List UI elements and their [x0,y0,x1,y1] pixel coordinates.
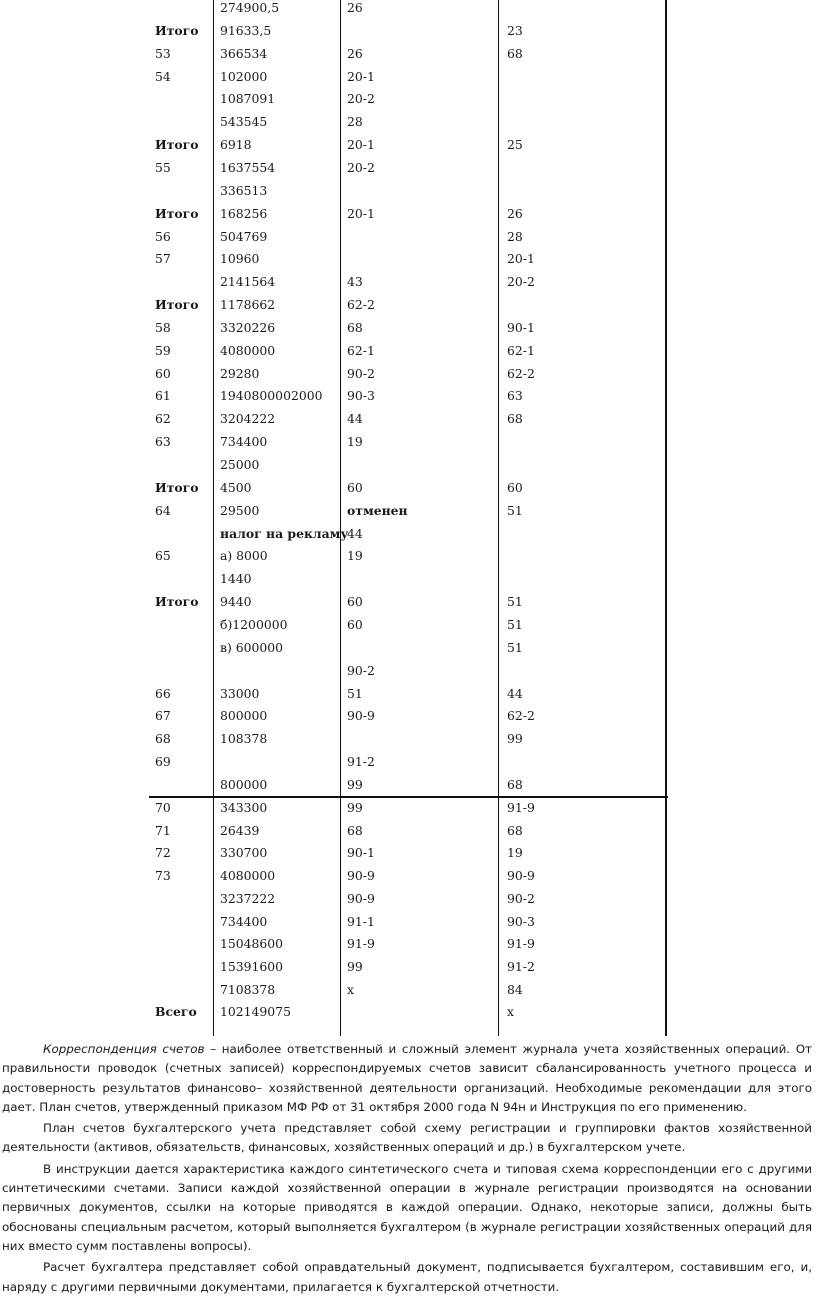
ledger-cell-c2: 504769 [220,229,268,244]
ledger-cell-c4: 19 [507,845,523,860]
ledger-cell-c4: 62-2 [507,708,535,723]
ledger-cell-c1: Всего [155,1004,197,1019]
column-divider [340,0,341,1036]
ledger-cell-c2: 29280 [220,366,260,381]
ledger-cell-c3: 60 [347,594,363,609]
ledger-cell-c2: 4080000 [220,868,276,883]
ledger-cell-c3: 91-1 [347,914,375,929]
ledger-cell-c4: 90-2 [507,891,535,906]
ledger-cell-c3: 99 [347,777,363,792]
ledger-cell-c1: 53 [155,46,171,61]
ledger-cell-c2: 1087091 [220,91,276,106]
ledger-cell-c2: 330700 [220,845,268,860]
ledger-cell-c1: 61 [155,388,171,403]
ledger-cell-c3: 20-1 [347,137,375,152]
ledger-cell-c3: 62-2 [347,297,375,312]
ledger-cell-c4: 68 [507,777,523,792]
ledger-cell-c3: 90-3 [347,388,375,403]
ledger-cell-c4: 62-2 [507,366,535,381]
ledger-cell-c2: 25000 [220,457,260,472]
column-divider [213,0,214,1036]
ledger-cell-c2: 10960 [220,251,260,266]
ledger-cell-c1: 72 [155,845,171,860]
ledger-cell-c2: а) 8000 [220,548,268,563]
ledger-cell-c1: Итого [155,594,199,609]
ledger-cell-c1: Итого [155,297,199,312]
ledger-cell-c2: 102000 [220,69,268,84]
ledger-cell-c2: 1637554 [220,160,276,175]
ledger-cell-c4: 20-2 [507,274,535,289]
ledger-cell-c4: 91-2 [507,959,535,974]
ledger-cell-c1: 62 [155,411,171,426]
ledger-cell-c4: 84 [507,982,523,997]
ledger-cell-c1: 67 [155,708,171,723]
ledger-cell-c3: 20-1 [347,69,375,84]
ledger-cell-c2: 4080000 [220,343,276,358]
ledger-cell-c2: 543545 [220,114,268,129]
ledger-cell-c4: 90-9 [507,868,535,883]
ledger-cell-c3: 19 [347,434,363,449]
ledger-cell-c1: 59 [155,343,171,358]
ledger-cell-c3: 19 [347,548,363,563]
ledger-cell-c2: 168256 [220,206,268,221]
ledger-cell-c1: 66 [155,686,171,701]
ledger-cell-c1: 71 [155,823,171,838]
ledger-cell-c2: 108378 [220,731,268,746]
ledger-cell-c4: 51 [507,594,523,609]
paragraph-chart-of-accounts: План счетов бухгалтерского учета представляет собой схему регистрации и группировки фактов хозяйственной деятельности (активов, обязательств, финансовых, хозяйственных операций и др.) в бухгалтерском учете. [2,1121,812,1155]
ledger-cell-c4: 26 [507,206,523,221]
ledger-cell-c2: 2141564 [220,274,276,289]
column-divider [498,0,499,1036]
ledger-cell-c2: 29500 [220,503,260,518]
table-right-border [665,0,667,1036]
ledger-cell-c1: 63 [155,434,171,449]
ledger-cell-c3: 26 [347,0,363,15]
paragraph-text: – наиболее ответственный и сложный элемент журнала учета хозяйственных операций. От правильности проводок (счетных записей) корреспондируемых счетов зависит сбалансированность учетного процесса и достоверность результатов финансово– хозяйственной деятельности организаций. Необходимые рекомендации для этого дает. План счетов, утвержденный приказом МФ РФ от 31 октября 2000 года N 94н и Инструкция по его применению. [2,1042,812,1114]
ledger-cell-c4: 68 [507,823,523,838]
term-emphasis: Корреспонденция счетов [43,1042,205,1056]
ledger-cell-c2: 1940800002000 [220,388,323,403]
ledger-cell-c1: 64 [155,503,171,518]
ledger-cell-c3: 90-9 [347,868,375,883]
ledger-cell-c2: 7108378 [220,982,276,997]
ledger-cell-c1: 57 [155,251,171,266]
ledger-cell-c2: б)1200000 [220,617,288,632]
ledger-cell-c1: Итого [155,206,199,221]
ledger-cell-c3: 91-9 [347,936,375,951]
ledger-cell-c1: Итого [155,137,199,152]
ledger-cell-c3: 90-9 [347,891,375,906]
ledger-cell-c3: 60 [347,617,363,632]
ledger-cell-c3: 44 [347,411,363,426]
ledger-cell-c2: налог на рекламу [220,526,349,541]
ledger-cell-c2: 800000 [220,777,268,792]
ledger-cell-c4: 51 [507,617,523,632]
ledger-cell-c2: 274900,5 [220,0,280,15]
ledger-cell-c2: 15048600 [220,936,284,951]
ledger-cell-c2: 3237222 [220,891,276,906]
ledger-cell-c3: 91-2 [347,754,375,769]
ledger-cell-c3: отменен [347,503,408,518]
ledger-cell-c3: 68 [347,823,363,838]
ledger-cell-c3: 90-9 [347,708,375,723]
ledger-cell-c4: 28 [507,229,523,244]
ledger-cell-c4: 51 [507,640,523,655]
ledger-cell-c3: 62-1 [347,343,375,358]
ledger-cell-c3: 90-2 [347,366,375,381]
ledger-cell-c2: 102149075 [220,1004,291,1019]
ledger-cell-c3: 51 [347,686,363,701]
ledger-cell-c2: 734400 [220,914,268,929]
ledger-cell-c2: 1440 [220,571,252,586]
ledger-cell-c2: в) 600000 [220,640,284,655]
ledger-cell-c2: 366534 [220,46,268,61]
ledger-cell-c2: 3320226 [220,320,276,335]
ledger-cell-c1: 55 [155,160,171,175]
ledger-cell-c3: 99 [347,959,363,974]
ledger-cell-c1: 69 [155,754,171,769]
paragraph-accountant-calculation: Расчет бухгалтера представляет собой оправдательный документ, подписывается бухгалтером, составившим его, и, наряду с другими первичными документами, прилагается к бухгалтерской отчетности. [2,1260,812,1294]
ledger-cell-c4: 23 [507,23,523,38]
paragraph-instruction: В инструкции дается характеристика каждого синтетического счета и типовая схема корреспонденции его с другими синтетическими счетами. Записи каждой хозяйственной операции в журнале регистрации производятся на основании первичных документов, ссылки на которые приводятся в каждой операции. Однако, некоторые записи, должны быть обоснованы специальным расчетом, который выполняется бухгалтером (в журнале регистрации хозяйственных операций для них вместо сумм поставлены вопросы). [2,1161,812,1253]
ledger-cell-c1: Итого [155,23,199,38]
ledger-cell-c3: 26 [347,46,363,61]
ledger-cell-c1: 56 [155,229,171,244]
ledger-cell-c2: 33000 [220,686,260,701]
ledger-cell-c1: 65 [155,548,171,563]
ledger-cell-c4: 60 [507,480,523,495]
ledger-cell-c4: 68 [507,411,523,426]
ledger-cell-c4: 91-9 [507,800,535,815]
ledger-cell-c4: 44 [507,686,523,701]
ledger-cell-c3: 20-2 [347,160,375,175]
ledger-cell-c1: 60 [155,366,171,381]
ledger-cell-c3: 60 [347,480,363,495]
ledger-cell-c4: х [507,1004,514,1019]
body-text [0,1040,816,1299]
ledger-cell-c1: 70 [155,800,171,815]
ledger-cell-c1: 58 [155,320,171,335]
ledger-cell-c1: Итого [155,480,199,495]
ledger-cell-c2: 26439 [220,823,260,838]
ledger-cell-c4: 91-9 [507,936,535,951]
ledger-cell-c3: 20-2 [347,91,375,106]
ledger-cell-c3: 90-1 [347,845,375,860]
ledger-cell-c3: 20-1 [347,206,375,221]
ledger-cell-c2: 6918 [220,137,252,152]
ledger-cell-c2: 91633,5 [220,23,272,38]
ledger-cell-c2: 9440 [220,594,252,609]
ledger-cell-c4: 68 [507,46,523,61]
ledger-cell-c4: 63 [507,388,523,403]
ledger-cell-c3: 44 [347,526,363,541]
ledger-cell-c4: 20-1 [507,251,535,266]
ledger-cell-c4: 25 [507,137,523,152]
ledger-cell-c1: 68 [155,731,171,746]
ledger-cell-c2: 4500 [220,480,252,495]
ledger-cell-c4: 62-1 [507,343,535,358]
ledger-cell-c4: 90-1 [507,320,535,335]
ledger-cell-c2: 336513 [220,183,268,198]
ledger-cell-c4: 90-3 [507,914,535,929]
ledger-table [149,0,668,1036]
ledger-cell-c3: 90-2 [347,663,375,678]
paragraph-correspondence [0,1040,816,1117]
ledger-cell-c3: 28 [347,114,363,129]
ledger-cell-c1: 54 [155,69,171,84]
ledger-cell-c2: 734400 [220,434,268,449]
ledger-cell-c3: 68 [347,320,363,335]
ledger-cell-c4: 99 [507,731,523,746]
ledger-cell-c3: 99 [347,800,363,815]
ledger-cell-c2: 15391600 [220,959,284,974]
ledger-cell-c2: 343300 [220,800,268,815]
ledger-cell-c3: 43 [347,274,363,289]
ledger-cell-c2: 800000 [220,708,268,723]
ledger-cell-c2: 3204222 [220,411,276,426]
page-break-line [149,796,668,798]
ledger-cell-c2: 1178662 [220,297,276,312]
ledger-cell-c3: х [347,982,354,997]
ledger-cell-c4: 51 [507,503,523,518]
ledger-cell-c1: 73 [155,868,171,883]
